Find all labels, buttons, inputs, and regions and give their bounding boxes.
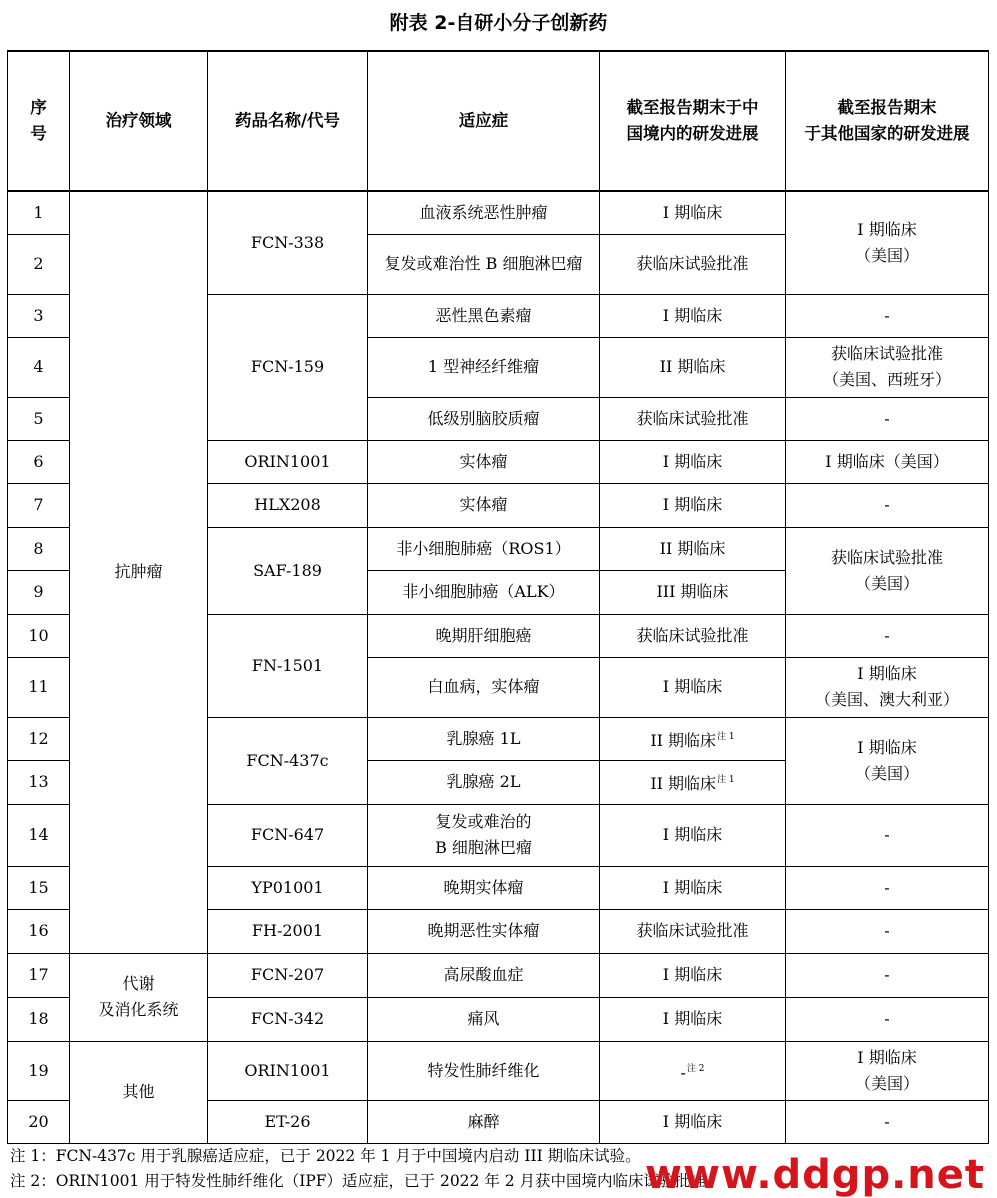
row-no: 4 (8, 337, 70, 397)
drug-cell: ORIN1001 (208, 440, 368, 483)
footnote-marker: 注 1 (717, 731, 735, 742)
china-progress-cell: I 期临床 (600, 191, 786, 234)
indication-cell: 晚期肝细胞癌 (368, 614, 600, 657)
header-china-progress: 截至报告期末于中 国境内的研发进展 (600, 51, 786, 191)
other-progress-cell: - (786, 953, 989, 997)
header-drug: 药品名称/代号 (208, 51, 368, 191)
other-progress-cell: I 期临床 （美国） (786, 1041, 989, 1100)
china-progress-cell: 获临床试验批准 (600, 614, 786, 657)
page-title: 附表 2-自研小分子创新药 (389, 12, 608, 34)
header-area: 治疗领域 (70, 51, 208, 191)
header-seq: 序 号 (8, 51, 70, 191)
indication-cell: 高尿酸血症 (368, 953, 600, 997)
other-progress-cell: - (786, 483, 989, 527)
area-cell: 代谢 及消化系统 (70, 953, 208, 1041)
row-no: 5 (8, 397, 70, 440)
other-progress-cell: 获临床试验批准 （美国、西班牙） (786, 337, 989, 397)
indication-cell: 非小细胞肺癌（ROS1） (368, 527, 600, 570)
indication-cell: 复发或难治的 B 细胞淋巴瘤 (368, 804, 600, 866)
indication-cell: 血液系统恶性肿瘤 (368, 191, 600, 234)
drug-cell: FH-2001 (208, 909, 368, 953)
area-cell: 其他 (70, 1041, 208, 1143)
row-no: 15 (8, 866, 70, 909)
indication-cell: 恶性黑色素瘤 (368, 294, 600, 337)
drug-cell: FN-1501 (208, 614, 368, 717)
china-progress-cell: II 期临床 (600, 527, 786, 570)
drug-cell: FCN-159 (208, 294, 368, 440)
row-no: 9 (8, 570, 70, 614)
header-other-progress: 截至报告期末 于其他国家的研发进展 (786, 51, 989, 191)
row-no: 13 (8, 760, 70, 804)
row-no: 3 (8, 294, 70, 337)
indication-cell: 实体瘤 (368, 483, 600, 527)
drug-cell: FCN-647 (208, 804, 368, 866)
row-no: 14 (8, 804, 70, 866)
china-progress-cell: 获临床试验批准 (600, 397, 786, 440)
row-no: 2 (8, 234, 70, 294)
row-no: 19 (8, 1041, 70, 1100)
other-progress-cell: I 期临床 （美国） (786, 717, 989, 804)
indication-cell: 乳腺癌 2L (368, 760, 600, 804)
china-progress-cell: 获临床试验批准 (600, 909, 786, 953)
table-row (8, 1041, 989, 1100)
header-indication: 适应症 (368, 51, 600, 191)
row-no: 10 (8, 614, 70, 657)
row-no: 11 (8, 657, 70, 717)
china-progress-cell: I 期临床 (600, 866, 786, 909)
drug-cell: YP01001 (208, 866, 368, 909)
drug-cell: FCN-207 (208, 953, 368, 997)
area-cell: 抗肿瘤 (70, 191, 208, 953)
indication-cell: 非小细胞肺癌（ALK） (368, 570, 600, 614)
row-no: 20 (8, 1100, 70, 1143)
indication-cell: 复发或难治性 B 细胞淋巴瘤 (368, 234, 600, 294)
row-no: 16 (8, 909, 70, 953)
other-progress-cell: - (786, 397, 989, 440)
row-no: 6 (8, 440, 70, 483)
other-progress-cell: I 期临床 （美国、澳大利亚） (786, 657, 989, 717)
table-row (8, 953, 989, 997)
table-row (8, 191, 989, 234)
other-progress-cell: - (786, 866, 989, 909)
table-header-row (8, 51, 989, 191)
other-progress-cell: - (786, 294, 989, 337)
china-progress-cell: I 期临床 (600, 440, 786, 483)
other-progress-cell: - (786, 997, 989, 1041)
china-progress-cell: II 期临床$^{注 1}$ (600, 760, 786, 804)
indication-cell: 痛风 (368, 997, 600, 1041)
drug-cell: FCN-338 (208, 191, 368, 294)
indication-cell: 乳腺癌 1L (368, 717, 600, 760)
other-progress-cell: - (786, 804, 989, 866)
footnote-marker: 注 1 (717, 775, 735, 785)
indication-cell: 晚期实体瘤 (368, 866, 600, 909)
drug-cell: SAF-189 (208, 527, 368, 614)
watermark: www.ddgp.net (645, 1152, 985, 1198)
china-progress-cell: I 期临床 (600, 294, 786, 337)
row-no: 17 (8, 953, 70, 997)
china-progress-cell: I 期临床 (600, 997, 786, 1041)
drug-cell: HLX208 (208, 483, 368, 527)
indication-cell: 麻醉 (368, 1100, 600, 1143)
footnote-1: 注 1：FCN-437c 用于乳腺癌适应症，已于 2022 年 1 月于中国境内启动 III 期临床试验。 (10, 1147, 641, 1165)
drug-cell: ORIN1001 (208, 1041, 368, 1100)
footnote-marker: 注 2 (686, 1063, 705, 1074)
china-progress-cell: I 期临床 (600, 953, 786, 997)
other-progress-cell: - (786, 1100, 989, 1143)
indication-cell: 晚期恶性实体瘤 (368, 909, 600, 953)
china-progress-cell: I 期临床 (600, 657, 786, 717)
china-progress-cell: 获临床试验批准 (600, 234, 786, 294)
row-no: 7 (8, 483, 70, 527)
other-progress-cell: - (786, 614, 989, 657)
row-no: 8 (8, 527, 70, 570)
other-progress-cell: - (786, 909, 989, 953)
indication-cell: 白血病，实体瘤 (368, 657, 600, 717)
china-progress-cell: I 期临床 (600, 804, 786, 866)
indication-cell: 实体瘤 (368, 440, 600, 483)
drug-table (7, 50, 989, 1144)
other-progress-cell: I 期临床 （美国） (786, 191, 989, 294)
china-progress-cell: II 期临床$^{注 1}$ (600, 717, 786, 760)
row-no: 1 (8, 191, 70, 234)
china-progress-cell: III 期临床 (600, 570, 786, 614)
china-progress-cell: -$^{注 2}$ (600, 1041, 786, 1100)
other-progress-cell: 获临床试验批准 （美国） (786, 527, 989, 614)
china-progress-cell: I 期临床 (600, 483, 786, 527)
other-progress-cell: I 期临床（美国） (786, 440, 989, 483)
drug-cell: FCN-342 (208, 997, 368, 1041)
drug-cell: FCN-437c (208, 717, 368, 804)
row-no: 12 (8, 717, 70, 760)
indication-cell: 特发性肺纤维化 (368, 1041, 600, 1100)
indication-cell: 低级别脑胶质瘤 (368, 397, 600, 440)
china-progress-cell: I 期临床 (600, 1100, 786, 1143)
china-progress-cell: II 期临床 (600, 337, 786, 397)
row-no: 18 (8, 997, 70, 1041)
drug-cell: ET-26 (208, 1100, 368, 1143)
indication-cell: 1 型神经纤维瘤 (368, 337, 600, 397)
footnote-2: 注 2：ORIN1001 用于特发性肺纤维化（IPF）适应症，已于 2022 年 2 月获中国境内临床试验批准。 (10, 1172, 722, 1190)
